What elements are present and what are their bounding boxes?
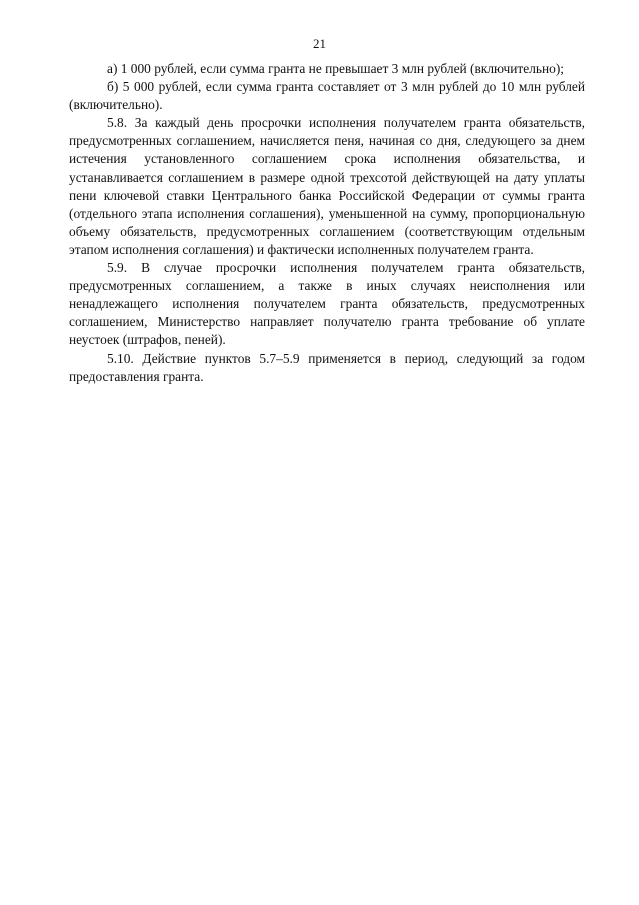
paragraph-5-8: 5.8. За каждый день просрочки исполнения получателем гранта обязательств, предусмотренных соглашением, начисляется пеня, начиная со дня, следующего за днем истечения установленного соглашением срока исполнения обязательства, и устанавливается соглашением в размере одной трехсотой действующей на дату уплаты пени ключевой ставки Центрального банка Российской Федерации от суммы гранта (отдельного этапа исполнения соглашения), уменьшенной на сумму, пропорциональную объему обязательств, предусмотренных соглашением (соответствующим отдельным этапом исполнения соглашения) и фактически исполненных получателем гранта.: [69, 115, 585, 257]
paragraph-5-9: 5.9. В случае просрочки исполнения получателем гранта обязательств, предусмотренных соглашением, а также в иных случаях неисполнения или ненадлежащего исполнения получателем гранта обязательств, предусмотренных соглашением, Министерство направляет получателю гранта требование об уплате неустоек (штрафов, пеней).: [69, 260, 585, 348]
paragraph-5-10: 5.10. Действие пунктов 5.7–5.9 применяется в период, следующий за годом предоставления гранта.: [69, 350, 585, 384]
paragraph-item-a: а) 1 000 рублей, если сумма гранта не превышает 3 млн рублей (включительно);: [107, 61, 565, 76]
page-number: 21: [313, 36, 326, 51]
document-body: [69, 60, 585, 386]
paragraph-item-b: б) 5 000 рублей, если сумма гранта составляет от 3 млн рублей до 10 млн рублей (включительно).: [69, 79, 585, 113]
